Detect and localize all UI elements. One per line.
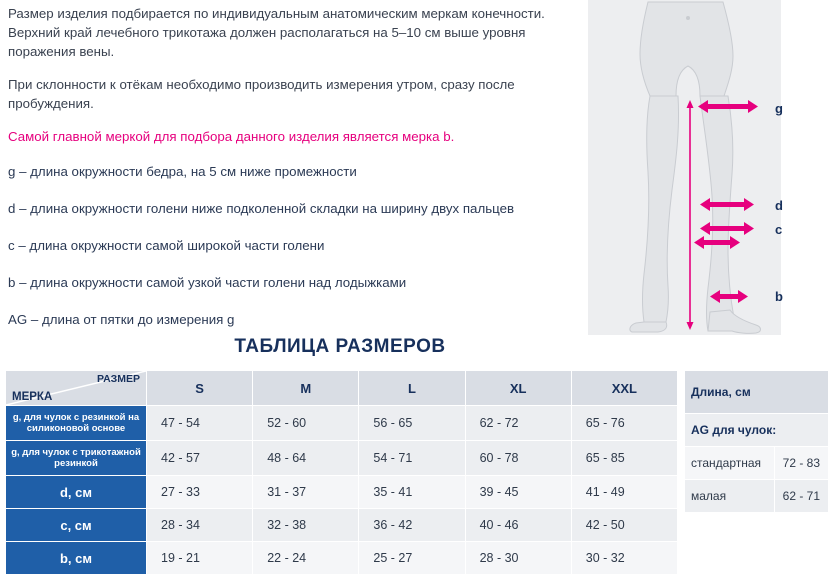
table-row: [6, 406, 678, 441]
label-g: g: [775, 101, 783, 116]
table-header-row: [6, 371, 678, 406]
length-row-standard-value: 72 - 83: [774, 447, 828, 480]
corner-measure-label: МЕРКА: [12, 391, 53, 403]
definition-b: b – длина окружности самой узкой части голени над лодыжками: [8, 275, 407, 290]
row-label-c: c, см: [6, 509, 147, 542]
size-table-title: ТАБЛИЦА РАЗМЕРОВ: [234, 336, 446, 357]
length-table-subtitle: AG для чулок:: [685, 414, 829, 447]
length-table-subtitle-row: [685, 414, 829, 447]
cell-d-s: 27 - 33: [147, 476, 253, 509]
table-corner-cell: [6, 371, 147, 406]
table-row: [6, 441, 678, 476]
row-label-g-silicone: g, для чулок с резинкой на силиконовой основе: [6, 406, 147, 441]
label-c: c: [775, 222, 783, 237]
row-label-b: b, см: [6, 542, 147, 575]
size-table: [5, 370, 678, 575]
length-table-row: [685, 480, 829, 513]
length-table: [684, 370, 829, 513]
intro-paragraph-1: Размер изделия подбирается по индивидуальным анатомическим меркам конечности. Верхний край лечебного трикотажа должен располагаться на 5–10 см выше уровня поражения вены.: [8, 6, 545, 59]
length-table-header-row: [685, 371, 829, 414]
cell-g-silicone-xxl: 65 - 76: [571, 406, 677, 441]
column-header-xl: XL: [465, 371, 571, 406]
definition-d: d – длина окружности голени ниже подколенной складки на ширину двух пальцев: [8, 201, 515, 216]
cell-g-knit-s: 42 - 57: [147, 441, 253, 476]
instructions-block: [8, 4, 588, 347]
cell-c-xl: 40 - 46: [465, 509, 571, 542]
cell-d-l: 35 - 41: [359, 476, 465, 509]
label-d: d: [775, 198, 783, 213]
cell-b-l: 25 - 27: [359, 542, 465, 575]
cell-d-xxl: 41 - 49: [571, 476, 677, 509]
cell-c-l: 36 - 42: [359, 509, 465, 542]
cell-g-silicone-s: 47 - 54: [147, 406, 253, 441]
legs-figure-svg: [588, 0, 833, 335]
definition-c: c – длина окружности самой широкой части голени: [8, 238, 325, 253]
cell-g-silicone-m: 52 - 60: [253, 406, 359, 441]
cell-c-m: 32 - 38: [253, 509, 359, 542]
length-row-standard-name: стандартная: [685, 447, 775, 480]
column-header-s: S: [147, 371, 253, 406]
length-table-row: [685, 447, 829, 480]
column-header-xxl: XXL: [571, 371, 677, 406]
measurement-illustration: [588, 0, 833, 335]
row-label-d: d, см: [6, 476, 147, 509]
length-row-small-value: 62 - 71: [774, 480, 828, 513]
definition-ag: AG – длина от пятки до измерения g: [8, 312, 235, 327]
cell-b-xxl: 30 - 32: [571, 542, 677, 575]
cell-g-silicone-xl: 62 - 72: [465, 406, 571, 441]
row-label-g-knit: g, для чулок с трикотажной резинкой: [6, 441, 147, 476]
cell-c-s: 28 - 34: [147, 509, 253, 542]
intro-paragraph-2: При склонности к отёкам необходимо производить измерения утром, сразу после пробуждения.: [8, 77, 515, 111]
column-header-l: L: [359, 371, 465, 406]
cell-d-m: 31 - 37: [253, 476, 359, 509]
cell-g-knit-xxl: 65 - 85: [571, 441, 677, 476]
cell-d-xl: 39 - 45: [465, 476, 571, 509]
cell-g-knit-xl: 60 - 78: [465, 441, 571, 476]
column-header-m: M: [253, 371, 359, 406]
intro-paragraph-highlight: Самой главной меркой для подбора данного изделия является мерка b.: [8, 129, 455, 144]
cell-g-silicone-l: 56 - 65: [359, 406, 465, 441]
cell-b-xl: 28 - 30: [465, 542, 571, 575]
cell-b-m: 22 - 24: [253, 542, 359, 575]
definition-g: g – длина окружности бедра, на 5 см ниже промежности: [8, 164, 357, 179]
table-row: [6, 542, 678, 575]
label-b: b: [775, 289, 783, 304]
table-row: [6, 476, 678, 509]
cell-c-xxl: 42 - 50: [571, 509, 677, 542]
length-table-header: Длина, см: [685, 371, 829, 414]
cell-g-knit-l: 54 - 71: [359, 441, 465, 476]
length-row-small-name: малая: [685, 480, 775, 513]
cell-b-s: 19 - 21: [147, 542, 253, 575]
corner-size-label: РАЗМЕР: [97, 373, 140, 385]
table-row: [6, 509, 678, 542]
cell-g-knit-m: 48 - 64: [253, 441, 359, 476]
